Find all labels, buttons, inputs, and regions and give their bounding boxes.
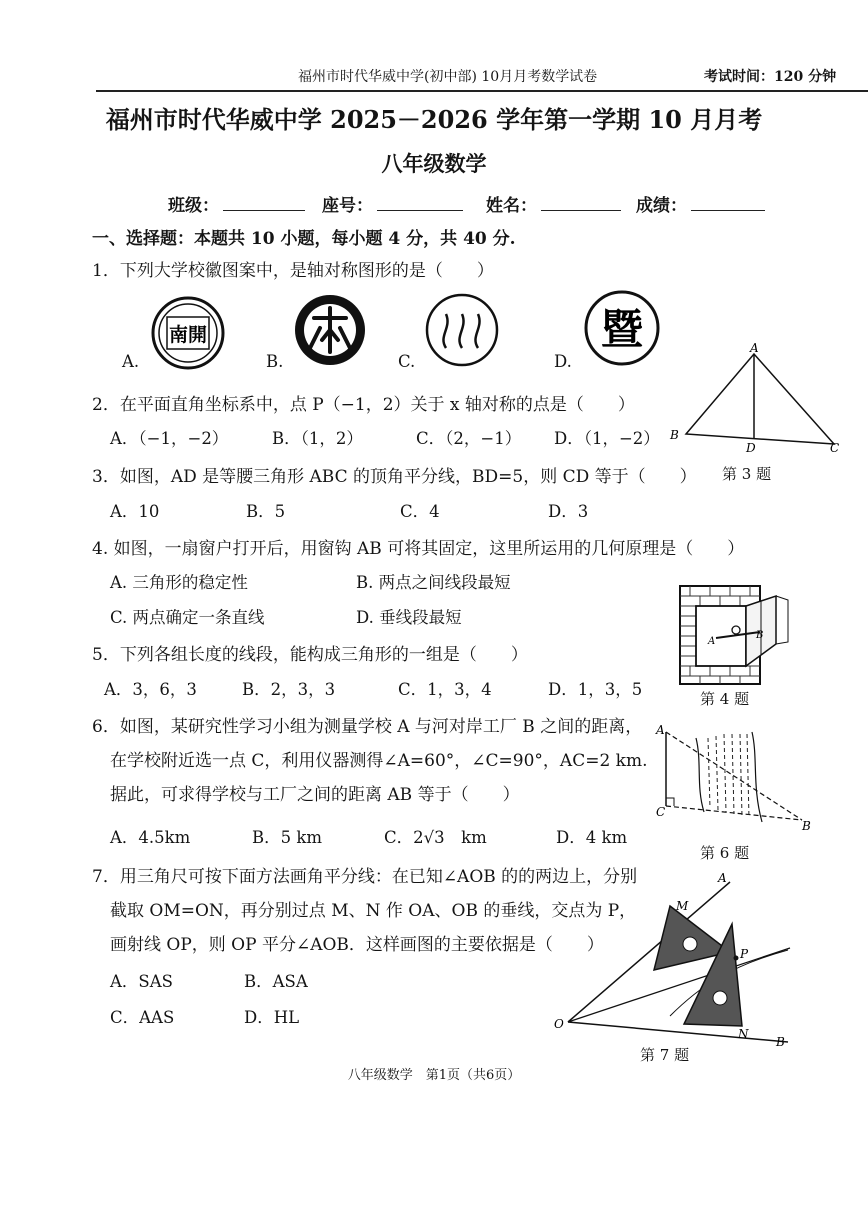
figure-4-caption: 第 4 题 <box>700 690 750 708</box>
q2-option-c[interactable]: C．（2，−1） <box>416 429 522 448</box>
q5-option-d[interactable]: D．1，3，5 <box>548 680 643 699</box>
q5-option-c[interactable]: C．1，3，4 <box>398 680 492 699</box>
q5-option-b[interactable]: B．2，3，3 <box>242 680 336 699</box>
fig7-label-p: P <box>740 947 749 961</box>
question-6-line-3: 据此，可求得学校与工厂之间的距离 AB 等于（ ） <box>110 785 520 805</box>
question-1: 1．下列大学校徽图案中，是轴对称图形的是（ ） <box>92 261 494 281</box>
seat-blank[interactable] <box>377 194 463 211</box>
q4-option-d[interactable]: D. 垂线段最短 <box>356 608 462 627</box>
figure-6-caption: 第 6 题 <box>700 844 750 862</box>
fig3-label-b: B <box>670 428 679 442</box>
fig7-label-a: A <box>718 871 727 885</box>
fig7-label-n: N <box>738 1027 749 1041</box>
q2-option-a[interactable]: A．（−1，−2） <box>110 429 229 448</box>
q6-option-c[interactable]: C．2√3 km <box>384 828 487 847</box>
fig6-label-a: A <box>656 723 665 737</box>
fig7-label-o: O <box>554 1017 564 1031</box>
q4-option-c[interactable]: C. 两点确定一条直线 <box>110 608 265 627</box>
name-blank[interactable] <box>541 194 621 211</box>
fig6-label-c: C <box>656 805 666 819</box>
page-title: 福州市时代华威中学 2025－2026 学年第一学期 10 月月考 <box>105 105 763 134</box>
header-title: 福州市时代华威中学(初中部) 10月月考数学试卷 <box>298 69 598 85</box>
q1-option-d[interactable]: D. <box>554 352 572 371</box>
emblem-d-icon <box>582 288 662 368</box>
question-6-line-2: 在学校附近选一点 C，利用仪器测得∠A=60°，∠C=90°，AC=2 km. <box>110 751 648 771</box>
score-blank[interactable] <box>691 194 765 211</box>
q3-option-d[interactable]: D．3 <box>548 502 589 521</box>
q5-option-a[interactable]: A．3，6，3 <box>104 680 197 699</box>
q6-option-a[interactable]: A．4.5km <box>110 828 191 847</box>
fig4-label-b: B <box>756 630 764 641</box>
name-label: 姓名： <box>486 196 537 216</box>
emblem-b-icon <box>292 292 368 368</box>
q6-option-b[interactable]: B．5 km <box>252 828 323 847</box>
fig7-label-m: M <box>676 899 689 913</box>
class-field[interactable] <box>168 191 305 216</box>
q6-option-d[interactable]: D．4 km <box>556 828 628 847</box>
question-5: 5．下列各组长度的线段，能构成三角形的一组是（ ） <box>92 645 528 665</box>
emblem-a-text: 南開 <box>168 324 208 346</box>
q2-option-b[interactable]: B．（1，2） <box>272 429 363 448</box>
figure-3 <box>666 340 846 458</box>
figure-4 <box>676 556 796 686</box>
fig3-label-d: D <box>746 441 756 455</box>
q3-option-c[interactable]: C．4 <box>400 502 440 521</box>
name-field[interactable] <box>486 191 621 216</box>
fig3-label-c: C <box>830 441 840 455</box>
q7-option-c[interactable]: C．AAS <box>110 1008 175 1027</box>
score-field[interactable] <box>636 191 765 216</box>
question-7-line-1: 7．用三角尺可按下面方法画角平分线：在已知∠AOB 的的两边上，分别 <box>92 867 638 887</box>
fig6-label-b: B <box>802 819 811 833</box>
question-2: 2．在平面直角坐标系中，点 P（−1，2）关于 x 轴对称的点是（ ） <box>92 395 635 415</box>
q3-option-b[interactable]: B．5 <box>246 502 286 521</box>
q7-option-a[interactable]: A．SAS <box>110 972 173 991</box>
question-4: 4. 如图，一扇窗户打开后，用窗钩 AB 可将其固定，这里所运用的几何原理是（ ） <box>92 539 745 559</box>
q2-option-d[interactable]: D．（1，−2） <box>554 429 660 448</box>
fig4-label-a: A <box>708 636 716 647</box>
figure-7 <box>550 866 800 1046</box>
q1-option-c[interactable]: C. <box>398 352 416 371</box>
fig7-label-b: B <box>776 1035 785 1046</box>
score-label: 成绩： <box>636 196 687 216</box>
question-7-line-2: 截取 OM=ON，再分别过点 M、N 作 OA、OB 的垂线，交点为 P， <box>110 901 637 921</box>
class-label: 班级： <box>168 196 219 216</box>
header-rule <box>96 90 868 92</box>
q1-option-a[interactable]: A. <box>122 352 140 371</box>
emblem-a-icon <box>150 295 226 371</box>
seat-field[interactable] <box>322 191 463 216</box>
emblem-c-icon <box>424 292 500 368</box>
q4-option-a[interactable]: A. 三角形的稳定性 <box>110 573 248 592</box>
seat-label: 座号： <box>322 196 373 216</box>
question-7-line-3: 画射线 OP，则 OP 平分∠AOB．这样画图的主要依据是（ ） <box>110 935 604 955</box>
q7-option-d[interactable]: D．HL <box>244 1008 300 1027</box>
question-3: 3．如图，AD 是等腰三角形 ABC 的顶角平分线，BD=5，则 CD 等于（ ） <box>92 467 697 487</box>
q7-option-b[interactable]: B．ASA <box>244 972 308 991</box>
page-subtitle: 八年级数学 <box>381 151 487 176</box>
fig3-label-a: A <box>750 341 759 355</box>
emblem-d-text: 暨 <box>600 305 644 354</box>
figure-7-caption: 第 7 题 <box>640 1046 690 1064</box>
class-blank[interactable] <box>223 194 305 211</box>
figure-3-caption: 第 3 题 <box>722 465 772 483</box>
q3-option-a[interactable]: A．10 <box>110 502 160 521</box>
figure-6 <box>652 722 820 836</box>
q1-option-b[interactable]: B. <box>266 352 284 371</box>
exam-time: 考试时间：120 分钟 <box>704 69 837 85</box>
q4-option-b[interactable]: B. 两点之间线段最短 <box>356 573 511 592</box>
question-6-line-1: 6．如图，某研究性学习小组为测量学校 A 与河对岸工厂 B 之间的距离， <box>92 717 643 737</box>
page-footer: 八年级数学 第1页（共6页） <box>347 1068 521 1083</box>
section-heading: 一、选择题：本题共 10 小题，每小题 4 分，共 40 分. <box>92 229 516 249</box>
